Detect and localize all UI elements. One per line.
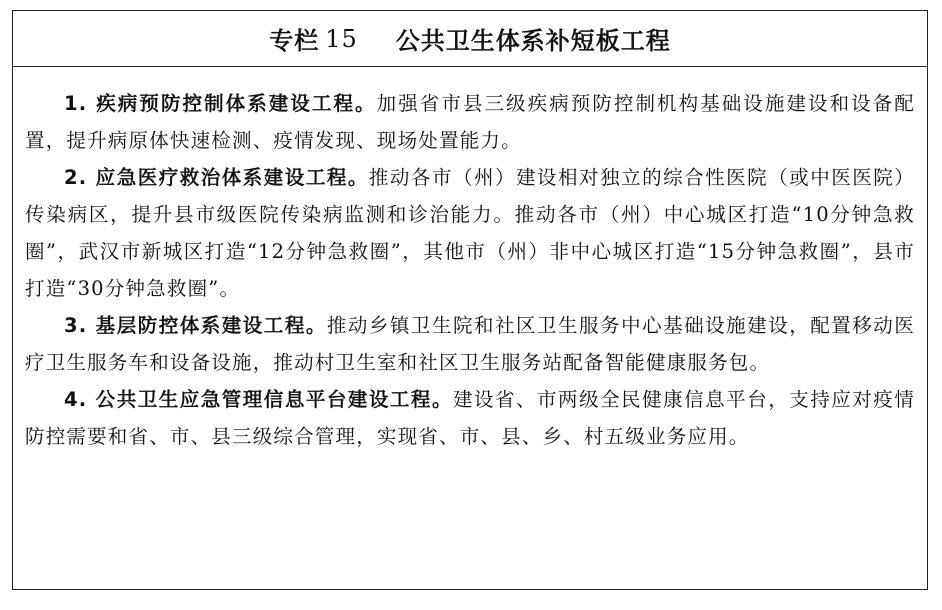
item-lead: 3. 基层防控体系建设工程。 — [64, 314, 327, 337]
item-lead: 2. 应急医疗救治体系建设工程。 — [64, 166, 369, 189]
item-disease-control — [25, 85, 915, 159]
column-number: 15 — [325, 24, 358, 53]
item-body: 加强省市县三级疾病预防控制机构基础设施建设和设备配置，提升病原体快速检测、疫情发现、现场处置能力。 — [25, 92, 915, 152]
item-lead: 1. 疾病预防控制体系建设工程。 — [64, 92, 377, 115]
item-grassroots-prevention — [25, 307, 915, 381]
item-body: 建设省、市两级全民健康信息平台，支持应对疫情防控需要和省、市、县三级综合管理，实现省、市、县、乡、村五级业务应用。 — [25, 388, 916, 448]
column-title: 公共卫生体系补短板工程 — [395, 27, 671, 55]
column-content — [13, 67, 927, 455]
item-info-platform — [25, 381, 915, 455]
column-header — [13, 11, 927, 67]
item-body: 推动乡镇卫生院和社区卫生服务中心基础设施建设，配置移动医疗卫生服务车和设备设施，推动村卫生室和社区卫生服务站配备智能健康服务包。 — [25, 314, 915, 374]
column-box — [12, 10, 928, 590]
item-lead: 4. 公共卫生应急管理信息平台建设工程。 — [64, 388, 453, 411]
column-label: 专栏 — [269, 27, 320, 55]
item-emergency-treatment — [25, 159, 915, 307]
item-body: 推动各市（州）建设相对独立的综合性医院（或中医医院）传染病区，提升县市级医院传染病监测和诊治能力。推动各市（州）中心城区打造“10分钟急救圈”，武汉市新城区打造“12分钟急救圈”，其他市（州）非中心城区打造“15分钟急救圈”，县市打造“30分钟急救圈”。 — [25, 166, 915, 300]
